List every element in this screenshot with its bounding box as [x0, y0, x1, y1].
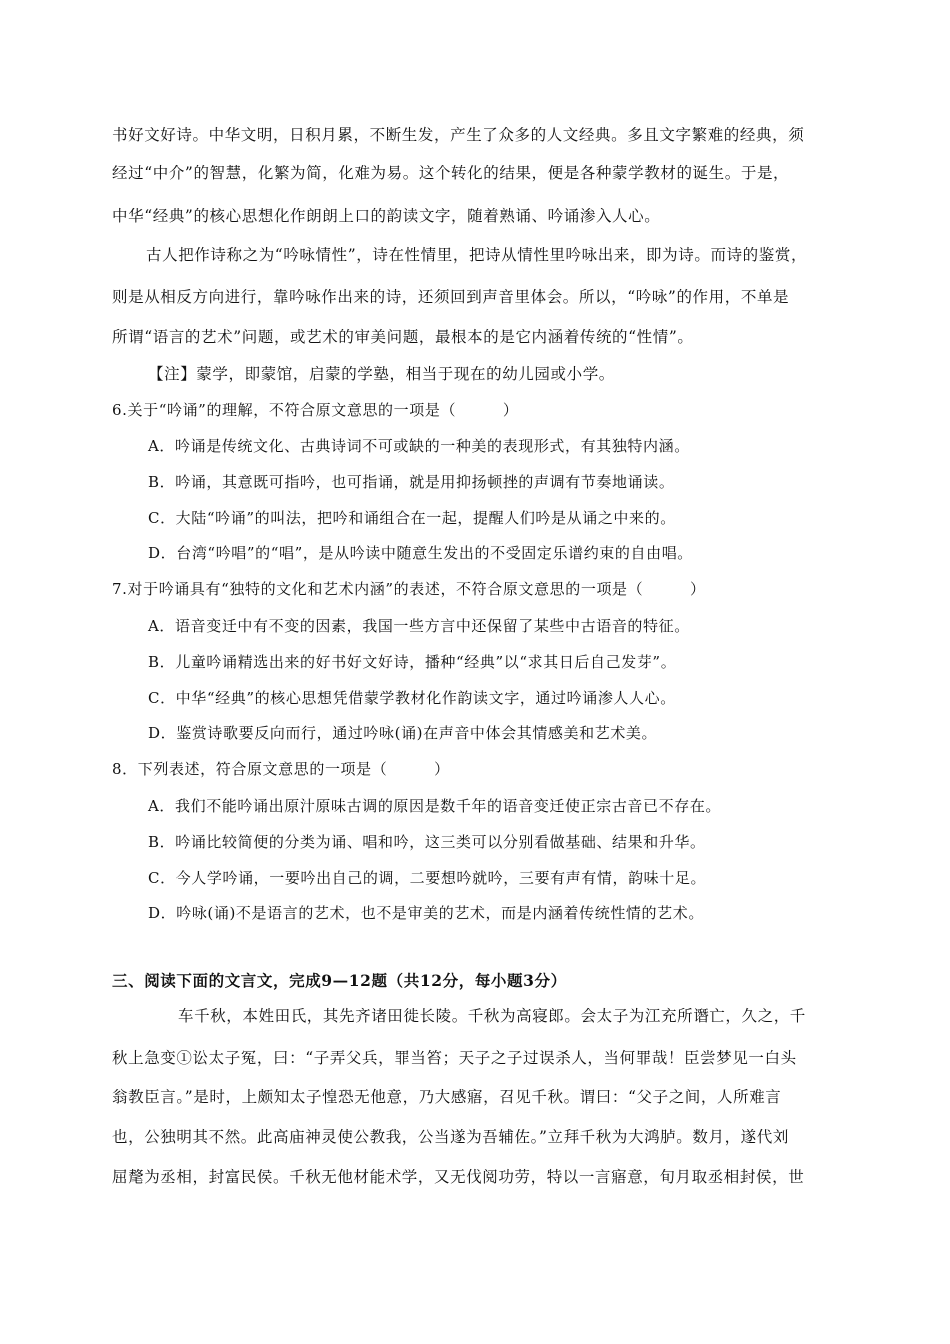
- question-8-stem: 8．下列表述，符合原文意思的一项是（ ）: [112, 760, 450, 778]
- question-6-option-a: A．吟诵是传统文化、古典诗词不可或缺的一种美的表现形式，有其独特内涵。: [148, 437, 690, 455]
- question-6-option-b: B．吟诵，其意既可指吟，也可指诵，就是用抑扬顿挫的声调有节奏地诵读。: [148, 473, 675, 491]
- classical-text-line-4: 也，公独明其不然。此高庙神灵使公教我，公当遂为吾辅佐。”立拜千秋为大鸿胪。数月，遂代刘: [112, 1128, 789, 1146]
- classical-text-line-1: 车千秋，本姓田氏，其先齐诸田徙长陵。千秋为高寝郎。会太子为江充所谮亡，久之，千: [178, 1007, 806, 1025]
- question-6-option-c: C．大陆“吟诵”的叫法，把吟和诵组合在一起，提醒人们吟是从诵之中来的。: [148, 509, 676, 527]
- question-6-option-d: D．台湾“吟唱”的“唱”，是从吟读中随意生发出的不受固定乐谱约束的自由唱。: [148, 544, 693, 562]
- passage-line-1: 书好文好诗。中华文明，日积月累，不断生发，产生了众多的人文经典。多且文字繁难的经典，须: [112, 126, 805, 144]
- passage-line-3: 中华“经典”的核心思想化作朗朗上口的韵读文字，随着熟诵、吟诵渗入人心。: [112, 207, 661, 225]
- passage-line-2: 经过“中介”的智慧，化繁为简，化难为易。这个转化的结果，便是各种蒙学教材的诞生。于是，: [112, 164, 790, 182]
- question-8-option-b: B．吟诵比较简便的分类为诵、唱和吟，这三类可以分别看做基础、结果和升华。: [148, 833, 706, 851]
- question-7-option-d: D．鉴赏诗歌要反向而行，通过吟咏(诵)在声音中体会其情感美和艺术美。: [148, 724, 658, 742]
- classical-text-line-5: 屈氂为丞相，封富民侯。千秋无他材能术学，又无伐阅功劳，特以一言寤意，旬月取丞相封侯，世: [112, 1168, 805, 1186]
- classical-text-line-3: 翁教臣言。”是时，上颇知太子惶恐无他意，乃大感寤，召见千秋。谓曰：“父子之间，人所难言: [112, 1088, 782, 1106]
- passage-line-4: 古人把作诗称之为“吟咏情性”，诗在性情里，把诗从情性里吟咏出来，即为诗。而诗的鉴赏，: [146, 246, 808, 264]
- question-6-stem: 6.关于“吟诵”的理解，不符合原文意思的一项是（ ）: [112, 401, 519, 419]
- question-8-option-c: C．今人学吟诵，一要吟出自己的调，二要想吟就吟，三要有声有情，韵味十足。: [148, 869, 707, 887]
- question-8-option-a: A．我们不能吟诵出原汁原味古调的原因是数千年的语音变迁使正宗古音已不存在。: [148, 797, 722, 815]
- question-7-option-c: C．中华“经典”的核心思想凭借蒙学教材化作韵读文字，通过吟诵渗人人心。: [148, 689, 676, 707]
- classical-text-line-2: 秋上急变①讼太子冤，曰：“子弄父兵，罪当笞；天子之子过误杀人，当何罪哉！臣尝梦见一白头: [112, 1049, 797, 1067]
- passage-line-5: 则是从相反方向进行，靠吟咏作出来的诗，还须回到声音里体会。所以，“吟咏”的作用，不单是: [112, 288, 790, 306]
- question-7-stem: 7.对于吟诵具有“独特的文化和艺术内涵”的表述，不符合原文意思的一项是（ ）: [112, 580, 706, 598]
- passage-note: 【注】蒙学，即蒙馆，启蒙的学塾，相当于现在的幼儿园或小学。: [148, 365, 615, 383]
- question-7-option-b: B．儿童吟诵精选出来的好书好文好诗，播种“经典”以“求其日后自己发芽”。: [148, 653, 677, 671]
- section-3-heading: 三、阅读下面的文言文，完成9—12题（共12分，每小题3分）: [112, 971, 567, 990]
- passage-line-6: 所谓“语言的艺术”问题，或艺术的审美问题，最根本的是它内涵着传统的“性情”。: [112, 328, 694, 346]
- question-7-option-a: A．语音变迁中有不变的因素，我国一些方言中还保留了某些中古语音的特征。: [148, 617, 690, 635]
- question-8-option-d: D．吟咏(诵)不是语言的艺术，也不是审美的艺术，而是内涵着传统性情的艺术。: [148, 904, 704, 922]
